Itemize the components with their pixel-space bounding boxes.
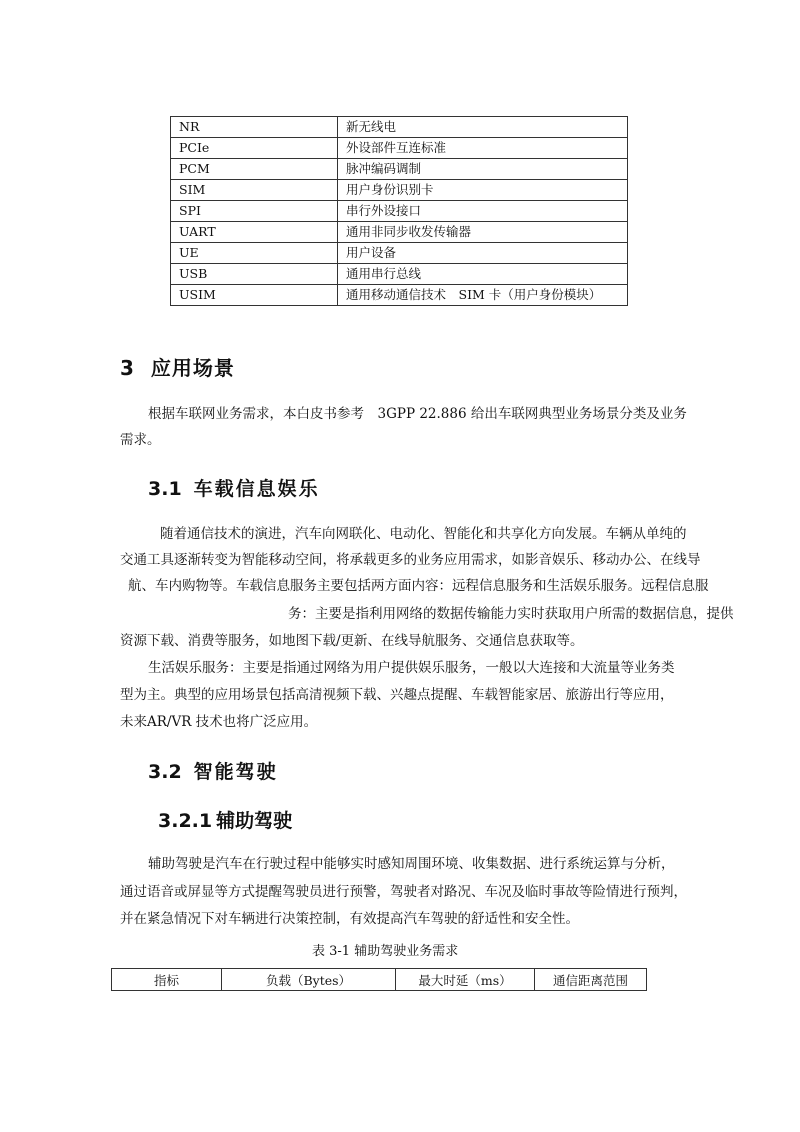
section-3-heading [120,352,235,381]
abbr-cell: PCM [171,159,338,180]
abbreviation-table [170,116,628,306]
section-3-2-heading [148,757,278,784]
abbr-cell: USB [171,264,338,285]
section-3-2-1-heading [158,806,292,833]
paragraph-line: 通过语音或屏显等方式提醒驾驶员进行预警，驾驶者对路况、车况及临时事故等险情进行预判， [120,884,687,900]
column-header: 负载（Bytes） [222,969,396,991]
meaning-cell: 通用非同步收发传输器 [338,222,628,243]
table-header-row [112,969,647,991]
table-row [171,285,628,306]
column-header: 指标 [112,969,222,991]
meaning-cell: 外设部件互连标准 [338,138,628,159]
abbr-cell: PCIe [171,138,338,159]
table-row [171,159,628,180]
paragraph-line: 航、车内购物等。车载信息服务主要包括两方面内容：远程信息服务和生活娱乐服务。远程信息服 [128,578,709,594]
meaning-cell: 脉冲编码调制 [338,159,628,180]
meaning-cell: 用户设备 [338,243,628,264]
paragraph-line: 务：主要是指利用网络的数据传输能力实时获取用户所需的数据信息，提供 [288,606,734,622]
column-header: 最大时延（ms） [396,969,535,991]
table-row [171,264,628,285]
intro-line-2: 需求。 [120,432,161,448]
abbr-cell: SPI [171,201,338,222]
paragraph-line: 资源下载、消费等服务，如地图下载/更新、在线导航服务、交通信息获取等。 [120,633,584,649]
paragraph-line: 未来AR/VR 技术也将广泛应用。 [120,714,318,730]
meaning-cell: 串行外设接口 [338,201,628,222]
section-number: 3.2 [148,761,182,783]
table-row [171,138,628,159]
requirements-table [111,968,647,991]
paragraph-line: 并在紧急情况下对车辆进行决策控制，有效提高汽车驾驶的舒适性和安全性。 [120,911,579,927]
section-title: 车载信息娱乐 [193,478,320,500]
section-title: 辅助驾驶 [216,810,293,832]
table-caption: 表 3-1 辅助驾驶业务需求 [312,944,459,959]
paragraph-line: 生活娱乐服务：主要是指通过网络为用户提供娱乐服务，一般以大连接和大流量等业务类 [148,660,675,676]
meaning-cell: 新无线电 [338,117,628,138]
table-row [171,180,628,201]
section-number: 3.2.1 [158,810,213,832]
paragraph-line: 交通工具逐渐转变为智能移动空间，将承载更多的业务应用需求，如影音娱乐、移动办公、在线导 [120,552,701,568]
table-row [171,117,628,138]
section-title: 智能驾驶 [193,761,278,783]
section-number: 3.1 [148,478,182,500]
section-title: 应用场景 [150,356,235,380]
section-number: 3 [120,356,135,380]
abbr-cell: UART [171,222,338,243]
column-header: 通信距离范围 [535,969,647,991]
table-row [171,222,628,243]
meaning-cell: 通用串行总线 [338,264,628,285]
meaning-cell: 用户身份识别卡 [338,180,628,201]
paragraph-line: 随着通信技术的演进，汽车向网联化、电动化、智能化和共享化方向发展。车辆从单纯的 [160,526,687,542]
section-3-1-heading [148,474,320,501]
meaning-cell: 通用移动通信技术 SIM 卡（用户身份模块） [338,285,628,306]
intro-line-1: 根据车联网业务需求，本白皮书参考 3GPP 22.886 给出车联网典型业务场景分类及业务 [148,406,687,422]
abbr-cell: USIM [171,285,338,306]
table-row [171,201,628,222]
abbr-cell: SIM [171,180,338,201]
paragraph-line: 辅助驾驶是汽车在行驶过程中能够实时感知周围环境、收集数据、进行系统运算与分析， [148,856,675,872]
table-row [171,243,628,264]
abbr-cell: UE [171,243,338,264]
paragraph-line: 型为主。典型的应用场景包括高清视频下载、兴趣点提醒、车载智能家居、旅游出行等应用， [120,687,674,703]
abbr-cell: NR [171,117,338,138]
